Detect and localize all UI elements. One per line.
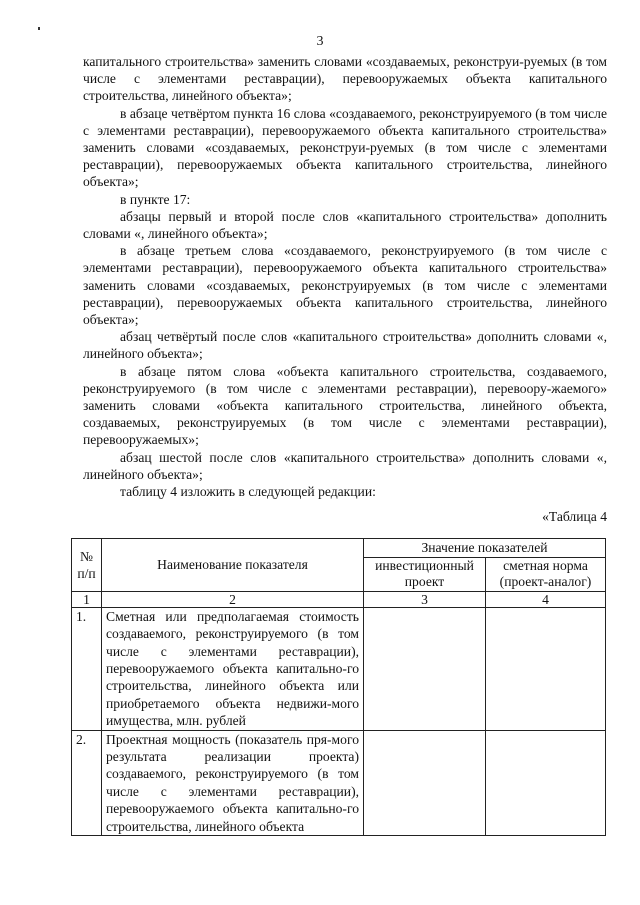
header-estimate-norm: сметная норма (проект-аналог) — [486, 558, 606, 592]
paragraph: в абзаце пятом слова «объекта капитального строительства, создаваемого, реконструируемого (в том числе с элементами реставрации), перевоору-жаемого» заменить словами «объекта капитального строительства, линейного объекта, создаваемых, реконструируемых (в том числе с элементами реставрации), перевооружаемых»; — [83, 363, 607, 448]
table-caption: «Таблица 4 — [542, 509, 607, 524]
row-number: 1. — [72, 607, 102, 730]
scan-mark — [38, 27, 40, 30]
page-number: 3 — [316, 34, 324, 49]
table-row — [72, 607, 606, 730]
row-number: 2. — [72, 730, 102, 835]
column-numbers-row — [72, 591, 606, 607]
paragraph: абзац шестой после слов «капитального строительства» дополнить словами «, линейного объекта»; — [83, 449, 607, 482]
row-indicator-name: Проектная мощность (показатель пря-мого результата реализации проекта) создаваемого, реконструируемого (в том числе с элементами реставрации), перевооружаемого объекта капитально-го строительства, линейного объекта — [102, 730, 364, 835]
header-investment-project: инвестиционный проект — [364, 558, 486, 592]
header-num: № п/п — [72, 539, 102, 592]
paragraph: таблицу 4 изложить в следующей редакции: — [120, 484, 376, 500]
paragraph: в пункте 17: — [120, 191, 191, 207]
paragraph: абзацы первый и второй после слов «капитального строительства» дополнить словами «, линейного объекта»; — [83, 208, 607, 242]
paragraph: капитального строительства» заменить словами «создаваемых, реконструи-руемых (в том числе с элементами реставрации), перевооружаемых объекта капитального строительства, линейного объекта»; — [83, 54, 607, 104]
column-number: 1 — [72, 591, 102, 607]
paragraph: в абзаце четвёртом пункта 16 слова «создаваемого, реконструируемого (в том числе с элементами реставрации), перевооружаемого объекта капитального строительства» заменить словами «создаваемых, реконструи-руемых (в том числе с элементами реставрации), перевооружаемых объекта капитального строительства, линейного объекта»; — [83, 105, 607, 190]
header-name: Наименование показателя — [102, 539, 364, 592]
row-investment-value — [364, 730, 486, 835]
paragraph: в абзаце третьем слова «создаваемого, реконструируемого (в том числе с элементами реставрации), перевооружаемого объекта капитального строительства» заменить словами «создаваемых, реконструируемых (в том числе с элементами реставрации), перевооружаемых объекта капитального строительства, линейного объекта»; — [83, 243, 607, 328]
row-estimate-value — [486, 607, 606, 730]
column-number: 3 — [364, 591, 486, 607]
table-row — [72, 730, 606, 835]
row-indicator-name: Сметная или предполагаемая стоимость создаваемого, реконструируемого (в том числе с элементами реставрации), перевооружаемого объекта капитально-го строительства, линейного объекта или приобретаемого объекта недвижи-мого имущества, млн. рублей — [102, 607, 364, 730]
row-investment-value — [364, 607, 486, 730]
column-number: 4 — [486, 591, 606, 607]
table-header-row — [72, 539, 606, 558]
body-text — [83, 53, 607, 500]
column-number: 2 — [102, 591, 364, 607]
header-values-group: Значение показателей — [364, 539, 606, 558]
paragraph: абзац четвёртый после слов «капитального строительства» дополнить словами «, линейного объекта»; — [83, 329, 607, 362]
indicators-table — [71, 538, 606, 836]
row-estimate-value — [486, 730, 606, 835]
